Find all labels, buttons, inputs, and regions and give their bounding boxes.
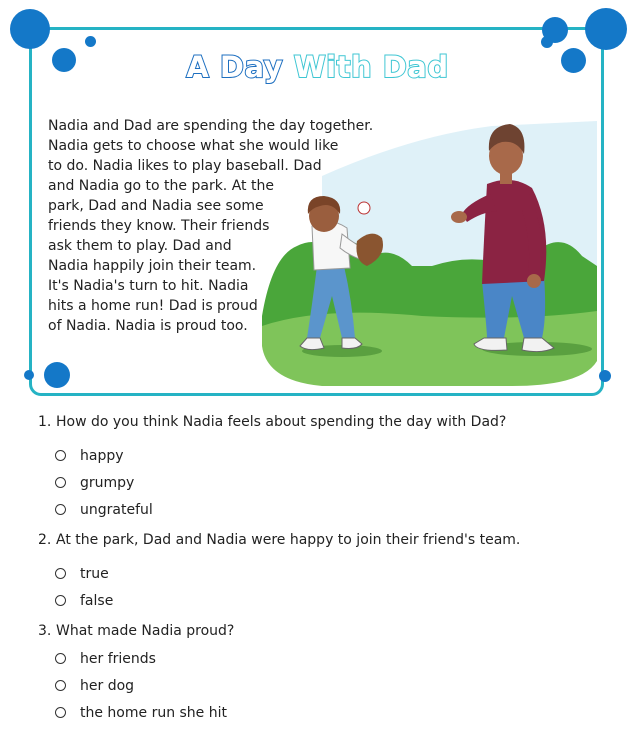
story-line: and Nadia go to the park. At the bbox=[48, 178, 274, 194]
decor-dot bbox=[10, 9, 50, 49]
question-text: What made Nadia proud? bbox=[56, 623, 235, 639]
answer-option[interactable] bbox=[55, 587, 618, 614]
decor-dot bbox=[599, 370, 611, 382]
answer-option[interactable] bbox=[55, 496, 618, 523]
decor-dot bbox=[24, 370, 34, 380]
radio-button-icon[interactable] bbox=[55, 653, 66, 664]
decor-dot bbox=[585, 8, 627, 50]
story-line: Nadia gets to choose what she would like bbox=[48, 138, 339, 154]
answer-option[interactable] bbox=[55, 672, 618, 699]
option-label: grumpy bbox=[80, 474, 135, 491]
question-1 bbox=[38, 414, 618, 523]
option-label: false bbox=[80, 592, 114, 609]
radio-button-icon[interactable] bbox=[55, 595, 66, 606]
answer-option[interactable] bbox=[55, 442, 618, 469]
decor-dot bbox=[44, 362, 70, 388]
story-line: park, Dad and Nadia see some bbox=[48, 198, 264, 214]
radio-button-icon[interactable] bbox=[55, 477, 66, 488]
story-line: Nadia and Dad are spending the day together. bbox=[48, 118, 374, 134]
story-line: to do. Nadia likes to play baseball. Dad bbox=[48, 158, 322, 174]
radio-button-icon[interactable] bbox=[55, 568, 66, 579]
decor-dot bbox=[85, 36, 96, 47]
answer-option[interactable] bbox=[55, 699, 618, 726]
radio-button-icon[interactable] bbox=[55, 504, 66, 515]
baseball bbox=[358, 202, 370, 214]
story-line: hits a home run! Dad is proud bbox=[48, 298, 258, 314]
title-word-1: A Day bbox=[186, 50, 284, 84]
answer-option[interactable] bbox=[55, 560, 618, 587]
story-line: friends they know. Their friends bbox=[48, 218, 270, 234]
radio-button-icon[interactable] bbox=[55, 680, 66, 691]
story-line: It's Nadia's turn to hit. Nadia bbox=[48, 278, 249, 294]
option-label: happy bbox=[80, 447, 124, 464]
question-3 bbox=[38, 623, 618, 726]
question-text: At the park, Dad and Nadia were happy to join their friend's team. bbox=[56, 532, 521, 548]
page-title bbox=[0, 50, 635, 84]
question-number: 3. bbox=[38, 623, 52, 639]
decor-dot bbox=[541, 36, 553, 48]
radio-button-icon[interactable] bbox=[55, 707, 66, 718]
title-word-2: With Dad bbox=[293, 50, 449, 84]
story-line: Nadia happily join their team. bbox=[48, 258, 257, 274]
question-number: 1. bbox=[38, 414, 52, 430]
questions-section bbox=[38, 414, 618, 726]
option-label: her friends bbox=[80, 650, 156, 667]
radio-button-icon[interactable] bbox=[55, 450, 66, 461]
option-label: ungrateful bbox=[80, 501, 153, 518]
option-label: the home run she hit bbox=[80, 704, 227, 721]
story-line: of Nadia. Nadia is proud too. bbox=[48, 318, 248, 334]
option-label: true bbox=[80, 565, 109, 582]
answer-option[interactable] bbox=[55, 645, 618, 672]
option-label: her dog bbox=[80, 677, 135, 694]
question-2 bbox=[38, 532, 618, 614]
answer-option[interactable] bbox=[55, 469, 618, 496]
question-text: How do you think Nadia feels about spending the day with Dad? bbox=[56, 414, 507, 430]
question-number: 2. bbox=[38, 532, 52, 548]
park-illustration bbox=[262, 116, 597, 386]
story-line: ask them to play. Dad and bbox=[48, 238, 232, 254]
